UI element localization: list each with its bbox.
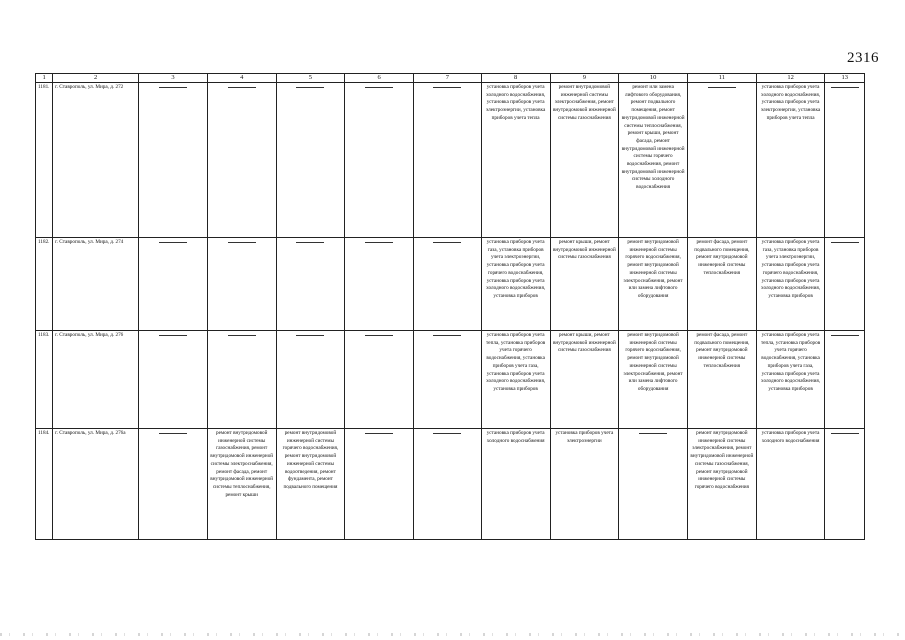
work-cell: установка приборов учета газа, установка приборов учета электроэнергии, установка приборов учета горячего водоснабжения, установка приборов учета холодного водоснабжения, установка приборов bbox=[481, 238, 550, 331]
work-cell: установка приборов учета тепла, установка приборов учета горячего водоснабжения, установка приборов учета газа, установка приборов учета холодного водоснабжения, установка приборов bbox=[481, 331, 550, 429]
empty-dash bbox=[296, 242, 324, 243]
empty-dash bbox=[433, 335, 461, 336]
empty-dash bbox=[831, 242, 859, 243]
work-cell: ремонт фасада, ремонт подвального помещения, ремонт внутридомовой инженерной системы теплоснабжения bbox=[687, 238, 756, 331]
empty-dash bbox=[159, 87, 187, 88]
work-cell bbox=[345, 83, 414, 238]
column-header: 6 bbox=[345, 74, 414, 83]
work-cell bbox=[345, 429, 414, 540]
work-cell bbox=[276, 83, 345, 238]
work-cell bbox=[414, 83, 482, 238]
column-header: 9 bbox=[550, 74, 619, 83]
work-cell bbox=[276, 238, 345, 331]
empty-dash bbox=[708, 87, 736, 88]
empty-dash bbox=[159, 242, 187, 243]
empty-dash bbox=[228, 242, 256, 243]
column-header: 12 bbox=[756, 74, 825, 83]
empty-dash bbox=[365, 335, 393, 336]
empty-dash bbox=[365, 433, 393, 434]
column-header: 8 bbox=[481, 74, 550, 83]
work-cell: ремонт внутридомовой инженерной системы газоснабжения, ремонт внутридомовой инженерной системы электроснабжения, ремонт фасада, ремонт внутридомовой инженерной системы теплоснабжения, ремонт крыши bbox=[207, 429, 276, 540]
column-header: 5 bbox=[276, 74, 345, 83]
empty-dash bbox=[365, 242, 393, 243]
empty-dash bbox=[296, 87, 324, 88]
work-cell bbox=[825, 238, 865, 331]
row-number: 1181. bbox=[36, 83, 53, 238]
address-cell: г. Ставрополь, ул. Мира, д. 276а bbox=[53, 429, 139, 540]
work-cell: ремонт внутридомовой инженерной системы горячего водоснабжения, ремонт внутридомовой инженерной системы электроснабжения, ремонт или замена лифтового оборудования bbox=[619, 238, 688, 331]
work-cell bbox=[414, 238, 482, 331]
work-cell bbox=[139, 238, 208, 331]
page-number: 2316 bbox=[847, 50, 879, 66]
work-cell bbox=[619, 429, 688, 540]
row-number: 1182. bbox=[36, 238, 53, 331]
work-cell bbox=[207, 331, 276, 429]
empty-dash bbox=[228, 335, 256, 336]
empty-dash bbox=[159, 433, 187, 434]
column-header: 11 bbox=[687, 74, 756, 83]
column-header: 2 bbox=[53, 74, 139, 83]
work-cell bbox=[207, 238, 276, 331]
work-cell bbox=[345, 331, 414, 429]
empty-dash bbox=[228, 87, 256, 88]
work-cell: ремонт внутридомовой инженерной системы горячего водоснабжения, ремонт внутридомовой инженерной системы водоотведения, ремонт фундамента, ремонт подвального помещения bbox=[276, 429, 345, 540]
column-header: 4 bbox=[207, 74, 276, 83]
address-cell: г. Ставрополь, ул. Мира, д. 276 bbox=[53, 331, 139, 429]
work-cell bbox=[276, 331, 345, 429]
empty-dash bbox=[639, 433, 667, 434]
work-cell bbox=[825, 331, 865, 429]
empty-dash bbox=[831, 433, 859, 434]
work-cell bbox=[414, 331, 482, 429]
empty-dash bbox=[831, 335, 859, 336]
column-header: 7 bbox=[414, 74, 482, 83]
register-table bbox=[35, 73, 865, 540]
work-cell: установка приборов учета холодного водоснабжения, установка приборов учета электроэнергии, установка приборов учета тепла bbox=[756, 83, 825, 238]
column-header: 13 bbox=[825, 74, 865, 83]
work-cell: ремонт внутридомовой инженерной системы горячего водоснабжения, ремонт внутридомовой инженерной системы электроснабжения, ремонт или замена лифтового оборудования bbox=[619, 331, 688, 429]
work-cell bbox=[414, 429, 482, 540]
work-cell: ремонт фасада, ремонт подвального помещения, ремонт внутридомовой инженерной системы теплоснабжения bbox=[687, 331, 756, 429]
empty-dash bbox=[433, 242, 461, 243]
column-header: 1 bbox=[36, 74, 53, 83]
work-cell: ремонт крыши, ремонт внутридомовой инженерной системы газоснабжения bbox=[550, 331, 619, 429]
column-header: 3 bbox=[139, 74, 208, 83]
work-cell bbox=[207, 83, 276, 238]
empty-dash bbox=[296, 335, 324, 336]
table-row bbox=[36, 238, 865, 331]
work-cell: установка приборов учета газа, установка приборов учета электроэнергии, установка приборов учета горячего водоснабжения, установка приборов учета холодного водоснабжения, установка приборов bbox=[756, 238, 825, 331]
work-cell bbox=[139, 331, 208, 429]
empty-dash bbox=[433, 433, 461, 434]
address-cell: г. Ставрополь, ул. Мира, д. 274 bbox=[53, 238, 139, 331]
address-cell: г. Ставрополь, ул. Мира, д. 272 bbox=[53, 83, 139, 238]
work-cell: установка приборов учета тепла, установка приборов учета горячего водоснабжения, установка приборов учета газа, установка приборов учета холодного водоснабжения, установка приборов bbox=[756, 331, 825, 429]
work-cell: ремонт или замена лифтового оборудования, ремонт подвального помещения, ремонт внутридомовой инженерной системы теплоснабжения, ремонт крыши, ремонт фасада, ремонт внутридомовой инженерной системы горячего водоснабжения, ремонт внутридомовой инженерной системы холодного водоснабжения bbox=[619, 83, 688, 238]
row-number: 1183. bbox=[36, 331, 53, 429]
scan-noise bbox=[0, 633, 905, 636]
empty-dash bbox=[365, 87, 393, 88]
empty-dash bbox=[433, 87, 461, 88]
table-row bbox=[36, 83, 865, 238]
work-cell: установка приборов учета холодного водоснабжения bbox=[756, 429, 825, 540]
work-cell bbox=[139, 83, 208, 238]
column-number-row bbox=[36, 74, 865, 83]
column-header: 10 bbox=[619, 74, 688, 83]
table-row bbox=[36, 331, 865, 429]
work-cell bbox=[825, 83, 865, 238]
row-number: 1184. bbox=[36, 429, 53, 540]
work-cell bbox=[825, 429, 865, 540]
work-cell: ремонт крыши, ремонт внутридомовой инженерной системы газоснабжения bbox=[550, 238, 619, 331]
empty-dash bbox=[159, 335, 187, 336]
work-cell: установка приборов учета холодного водоснабжения, установка приборов учета электроэнергии, установка приборов учета тепла bbox=[481, 83, 550, 238]
work-cell bbox=[139, 429, 208, 540]
work-cell: установка приборов учета холодного водоснабжения bbox=[481, 429, 550, 540]
work-cell: установка приборов учета электроэнергии bbox=[550, 429, 619, 540]
work-cell bbox=[345, 238, 414, 331]
work-cell: ремонт внутридомовой инженерной системы электроснабжения, ремонт внутридомовой инженерной системы газоснабжения bbox=[550, 83, 619, 238]
work-cell: ремонт внутридомовой инженерной системы электроснабжения, ремонт внутридомовой инженерной системы газоснабжения, ремонт внутридомовой инженерной системы горячего водоснабжения bbox=[687, 429, 756, 540]
empty-dash bbox=[831, 87, 859, 88]
work-cell bbox=[687, 83, 756, 238]
table-row bbox=[36, 429, 865, 540]
